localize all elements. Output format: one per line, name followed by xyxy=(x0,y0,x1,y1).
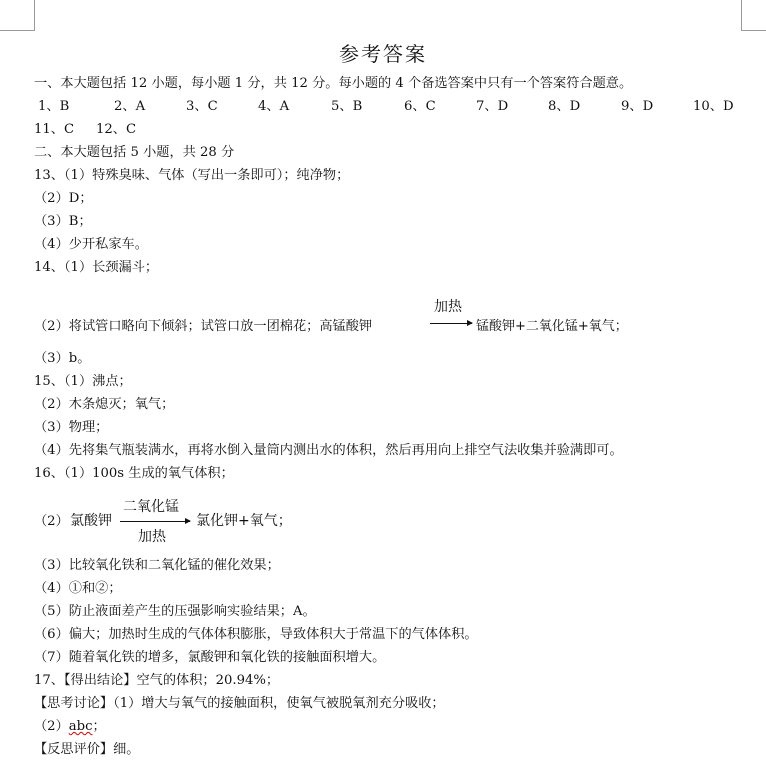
q16-line-3: （3）比较氧化铁和二氧化锰的催化效果； xyxy=(34,558,280,573)
q17-line-4: 【反思评价】细。 xyxy=(34,742,140,757)
q15-line-3: （3）物理； xyxy=(34,420,109,435)
q16-reaction-arrow xyxy=(120,521,190,522)
q17-line-3-prefix: （2） xyxy=(34,719,69,734)
q14-reaction-arrow xyxy=(430,323,472,324)
q15-line-4: （4）先将集气瓶装满水，再将水倒入量筒内测出水的体积，然后再用向上排空气法收集并验满即可。 xyxy=(34,443,623,458)
q14-reaction-products: 锰酸钾+二氧化锰+氧气； xyxy=(476,319,628,334)
q17-line-1: 17、【得出结论】空气的体积；20.94%； xyxy=(34,673,280,688)
answer-item: 3、C xyxy=(186,99,218,114)
section1-header: 一、本大题包括 12 小题，每小题 1 分，共 12 分。每小题的 4 个备选答案中只有一个答案符合题意。 xyxy=(34,76,633,91)
answer-item: 2、A xyxy=(114,99,146,114)
answer-item: 9、D xyxy=(621,99,654,114)
q16-line-1: 16、（1）100s 生成的氧气体积； xyxy=(34,466,234,481)
q16-reactant: 氯酸钾 xyxy=(70,513,112,529)
answer-item: 7、D xyxy=(476,99,509,114)
q14-line-1: 14、（1）长颈漏斗； xyxy=(34,260,159,275)
answer-item: 4、A xyxy=(258,99,290,114)
q16-line-7: （7）随着氧化铁的增多，氯酸钾和氧化铁的接触面积增大。 xyxy=(34,650,386,665)
page-corner-mark-left xyxy=(0,0,35,31)
q16-reaction-products: 氯化钾+氧气； xyxy=(196,513,292,529)
q16-line-2-prefix: （2） xyxy=(34,514,69,529)
q15-line-2: （2）木条熄灭；氧气； xyxy=(34,397,175,412)
answer-item: 12、C xyxy=(96,122,137,137)
answer-item: 10、D xyxy=(693,99,734,114)
page-title: 参考答案 xyxy=(339,42,427,66)
q16-line-4: （4）①和②； xyxy=(34,581,122,596)
q13-line-1: 13、（1）特殊臭味、气体（写出一条即可）；纯净物； xyxy=(34,168,350,183)
answer-item: 11、C xyxy=(34,122,75,137)
q15-line-1: 15、（1）沸点； xyxy=(34,374,132,389)
page-corner-mark-right xyxy=(741,0,766,31)
q16-catalyst: 二氧化锰 xyxy=(123,499,179,515)
answer-item: 8、D xyxy=(548,99,581,114)
q17-line-3-suffix: ； xyxy=(92,719,106,734)
section2-header: 二、本大题包括 5 小题，共 28 分 xyxy=(34,145,235,160)
q16-line-6: （6）偏大；加热时生成的气体体积膨胀，导致体积大于常温下的气体体积。 xyxy=(34,627,478,642)
q17-line-3 xyxy=(34,718,106,736)
q17-line-2: 【思考讨论】（1）增大与氧气的接触面积，使氧气被脱氧剂充分吸收； xyxy=(34,696,445,711)
q14-line-3: （3）b。 xyxy=(34,351,91,366)
answer-item: 5、B xyxy=(331,99,363,114)
q13-line-4: （4）少开私家车。 xyxy=(34,237,148,252)
q14-reaction-condition: 加热 xyxy=(434,299,462,315)
q13-line-3: （3）B； xyxy=(34,214,92,229)
q17-line-3-answer: abc xyxy=(68,719,93,734)
answer-item: 6、C xyxy=(404,99,436,114)
q16-line-5: （5）防止液面差产生的压强影响实验结果；A。 xyxy=(34,604,316,619)
answer-item: 1、B xyxy=(38,99,70,114)
q14-line-2-text: （2）将试管口略向下倾斜；试管口放一团棉花；高锰酸钾 xyxy=(34,319,373,334)
q16-reaction-condition: 加热 xyxy=(138,529,166,545)
q13-line-2: （2）D； xyxy=(34,191,93,206)
